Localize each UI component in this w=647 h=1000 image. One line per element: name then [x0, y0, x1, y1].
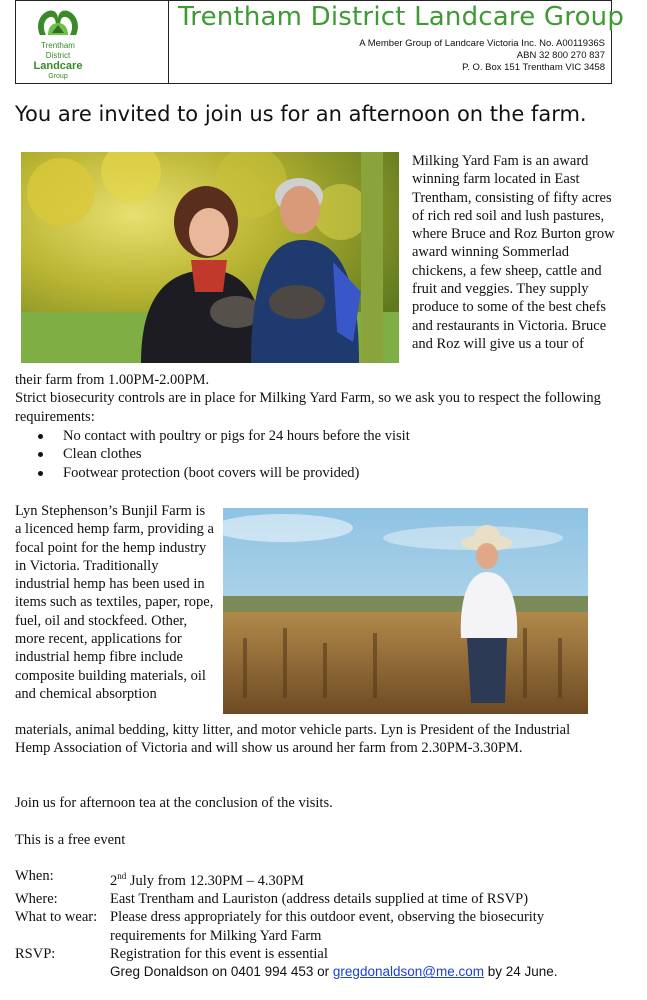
organization-title: Trentham District Landcare Group	[178, 2, 625, 32]
where-label: Where:	[15, 891, 58, 908]
letterhead	[15, 0, 625, 84]
invitation-headline: You are invited to join us for an afternoon on the farm.	[15, 102, 587, 126]
contact-line	[110, 963, 615, 981]
rsvp-row	[15, 945, 615, 963]
bullet-icon	[38, 452, 43, 457]
list-item	[38, 445, 598, 463]
milking-yard-tour-time: their farm from 1.00PM-2.00PM.	[15, 372, 210, 388]
free-event-note: This is a free event	[15, 832, 126, 848]
what-to-wear-value: Please dress appropriately for this outdoor event, observing the biosecurity requirements for Milking Yard Farm	[110, 909, 545, 944]
bullet-icon	[38, 434, 43, 439]
logo-text-group: Group	[48, 73, 68, 80]
email-link[interactable]: gregdonaldson@me.com	[332, 964, 484, 980]
requirement-text: Clean clothes	[63, 446, 142, 463]
what-to-wear-label: What to wear:	[15, 909, 98, 926]
postal-address: P. O. Box 151 Trentham VIC 3458	[462, 62, 605, 73]
rsvp-value: Registration for this event is essential	[110, 946, 328, 963]
bunjil-farm-photo	[223, 508, 588, 714]
when-row	[15, 867, 615, 890]
what-to-wear-row	[15, 908, 615, 945]
logo	[16, 1, 169, 83]
logo-text-trentham: Trentham	[41, 41, 75, 50]
rsvp-label: RSVP:	[15, 946, 56, 963]
list-item	[38, 427, 598, 445]
where-value: East Trentham and Lauriston (address details supplied at time of RSVP)	[110, 891, 529, 908]
afternoon-tea-note: Join us for afternoon tea at the conclusion of the visits.	[15, 795, 333, 811]
when-day: 2	[110, 872, 118, 889]
logo-text-district: District	[45, 51, 71, 60]
list-item	[38, 464, 598, 482]
bullet-icon	[38, 471, 43, 476]
landcare-hands-icon	[34, 5, 82, 41]
when-day-suffix: nd	[117, 871, 127, 881]
event-details	[15, 867, 615, 982]
milking-yard-farm-photo	[21, 152, 399, 363]
logo-text-landcare: Landcare	[33, 60, 83, 72]
milking-yard-continued	[15, 371, 615, 426]
membership-line: A Member Group of Landcare Victoria Inc. No. A0011936S	[359, 38, 605, 49]
when-value	[110, 867, 615, 890]
bunjil-farm-continued: materials, animal bedding, kitty litter, and motor vehicle parts. Lyn is President of the Industrial Hemp Association of Victoria and will show us around her farm from 2.30PM-3.30PM.	[15, 722, 571, 757]
biosecurity-notice: Strict biosecurity controls are in place for Milking Yard Farm, so we ask you to respect the following requirements:	[15, 390, 601, 425]
milking-yard-description: Milking Yard Fam is an award winning farm located in East Trentham, consisting of fifty acres of rich red soil and lush pastures, where Bruce and Roz Burton grow award winning Sommerlad chickens, a few sheep, cattle and fruit and veggies. They supply produce to some of the best chefs and restaurants in Victoria. Bruce and Roz will give us a tour of	[412, 153, 615, 352]
bunjil-farm-description: Lyn Stephenson’s Bunjil Farm is a licenced hemp farm, providing a focal point for the hemp industry in Victoria. Traditionally industrial hemp has been used in items such as textiles, paper, rope, fuel, oil and stockfeed. Other, more recent, applications for industrial hemp fibre include composite building materials, oil and chemical absorption	[15, 503, 214, 702]
contact-name-phone: Greg Donaldson on 0401 994 453 or	[110, 964, 333, 980]
requirement-text: No contact with poultry or pigs for 24 hours before the visit	[63, 428, 410, 444]
when-label: When:	[15, 868, 54, 884]
contact-deadline: by 24 June.	[483, 964, 558, 980]
biosecurity-requirements-list	[38, 427, 598, 482]
abn-line: ABN 32 800 270 837	[516, 50, 605, 61]
requirement-text: Footwear protection (boot covers will be provided)	[63, 464, 360, 481]
when-time: July from 12.30PM – 4.30PM	[126, 872, 304, 889]
contact-row	[15, 963, 615, 981]
where-row	[15, 890, 615, 908]
